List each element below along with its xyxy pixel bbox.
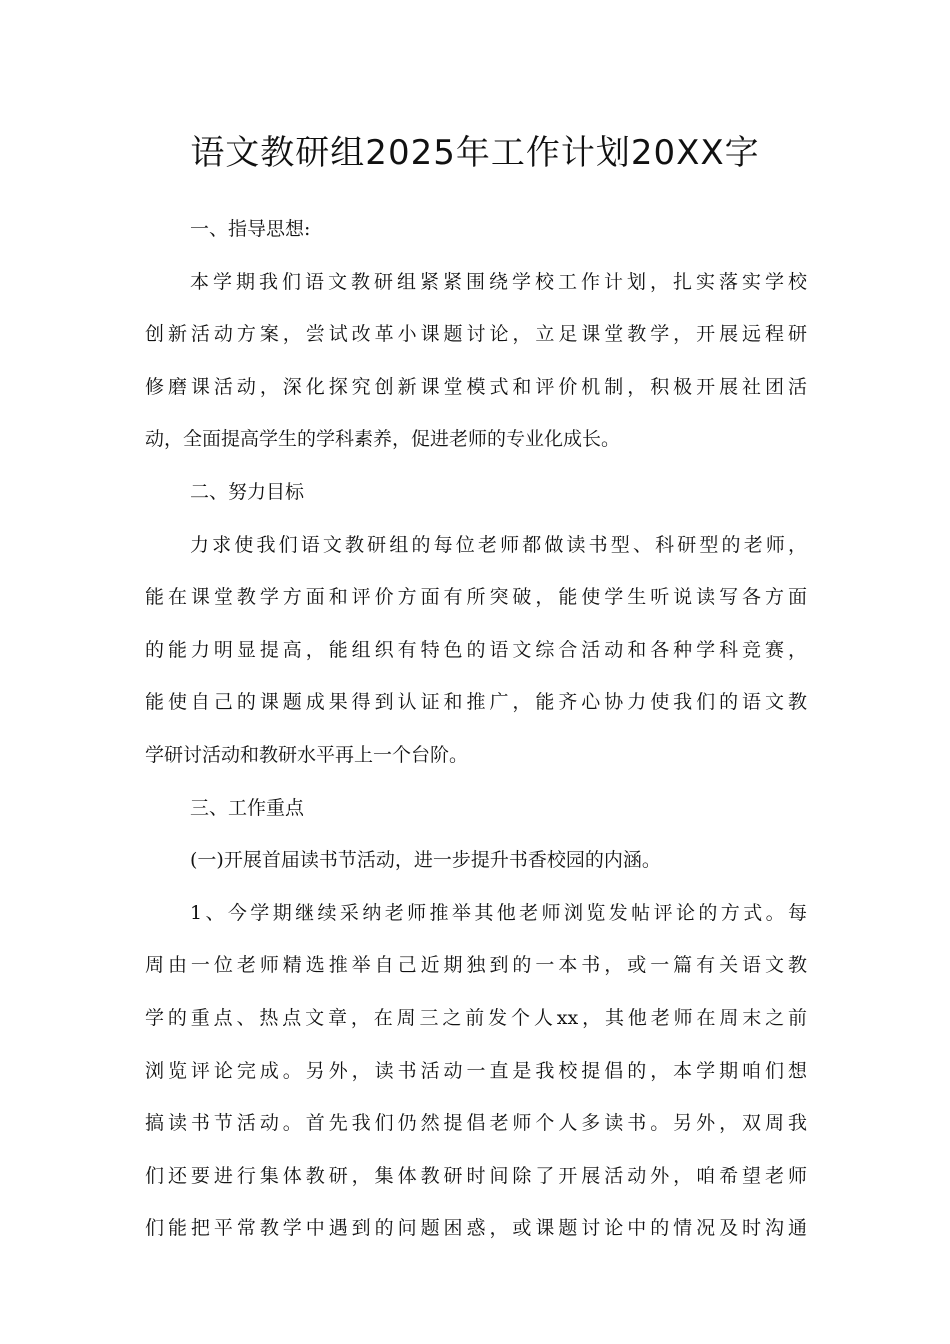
paragraph-line: 力求使我们语文教研组的每位老师都做读书型、科研型的老师， xyxy=(190,533,807,556)
paragraph-line: 学研讨活动和教研水平再上一个台阶。 xyxy=(145,743,469,766)
paragraph-line: 浏览评论完成。另外，读书活动一直是我校提倡的，本学期咱们想 xyxy=(145,1059,807,1082)
heading-work-focus: 三、工作重点 xyxy=(190,796,305,819)
paragraph-line: 1、今学期继续采纳老师推举其他老师浏览发帖评论的方式。每 xyxy=(190,901,807,924)
paragraph-line: 们还要进行集体教研，集体教研时间除了开展活动外，咱希望老师 xyxy=(145,1164,807,1187)
subheading-reading-festival: (一)开展首届读书节活动，进一步提升书香校园的内涵。 xyxy=(190,849,661,872)
paragraph-line: 的能力明显提高，能组织有特色的语文综合活动和各种学科竞赛， xyxy=(145,638,807,661)
paragraph-line: 周由一位老师精选推举自己近期独到的一本书，或一篇有关语文教 xyxy=(145,954,807,977)
paragraph-line: 创新活动方案，尝试改革小课题讨论，立足课堂教学，开展远程研 xyxy=(145,323,807,346)
document-body xyxy=(145,203,807,1255)
paragraph-line: 动，全面提高学生的学科素养，促进老师的专业化成长。 xyxy=(145,428,621,451)
document-title: 语文教研组2025年工作计划20XX字 xyxy=(190,133,760,173)
paragraph-line: 本学期我们语文教研组紧紧围绕学校工作计划，扎实落实学校 xyxy=(190,270,807,293)
heading-goals: 二、努力目标 xyxy=(190,480,305,503)
paragraph-line: 学的重点、热点文章，在周三之前发个人xx，其他老师在周末之前 xyxy=(145,1006,807,1029)
paragraph-line: 能使自己的课题成果得到认证和推广，能齐心协力使我们的语文教 xyxy=(145,691,807,714)
paragraph-line: 搞读书节活动。首先我们仍然提倡老师个人多读书。另外，双周我 xyxy=(145,1112,807,1135)
heading-guiding-ideology: 一、指导思想: xyxy=(190,218,311,240)
paragraph-line: 们能把平常教学中遇到的问题困惑，或课题讨论中的情况及时沟通 xyxy=(145,1217,807,1240)
paragraph-line: 修磨课活动，深化探究创新课堂模式和评价机制，积极开展社团活 xyxy=(145,375,807,398)
paragraph-line: 能在课堂教学方面和评价方面有所突破，能使学生听说读写各方面 xyxy=(145,586,807,609)
